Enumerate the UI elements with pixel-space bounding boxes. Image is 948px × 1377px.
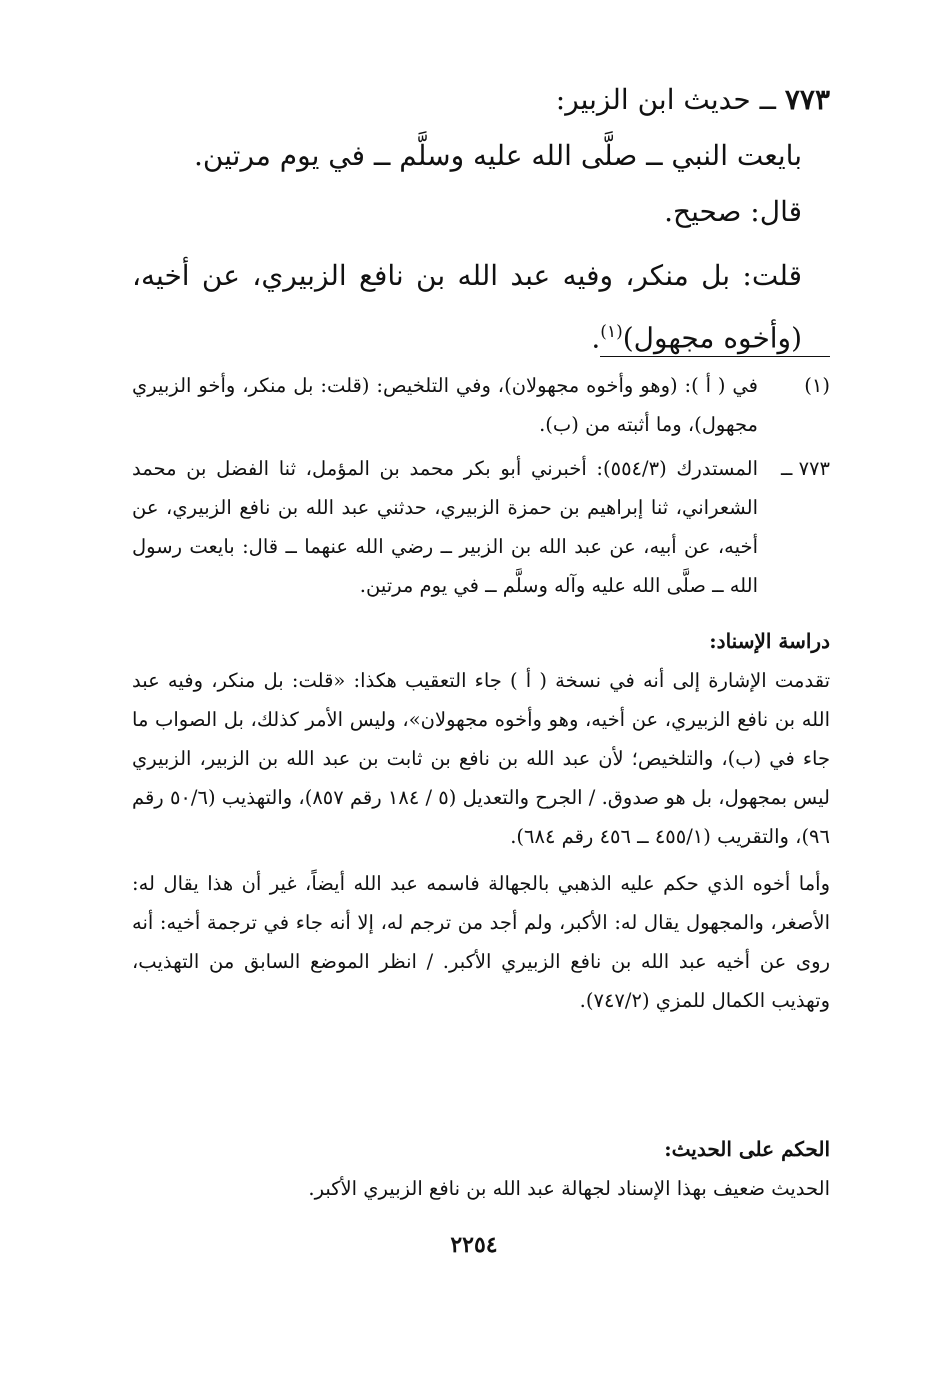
isnad-paragraph-1: تقدمت الإشارة إلى أنه في نسخة ( أ ) جاء التعقيب هكذا: «قلت: بل منكر، وفيه عبد الله بن نافع الزبيري، عن أخيه، وهو وأخوه مجهولان»، وليس الأمر كذلك، بل الصواب ما جاء في (ب)، والتلخيص؛ لأن عبد الله بن نافع بن ثابت بن عبد الله بن الزبير، الزبيري ليس بمجهول، بل هو صدوق. / الجرح والتعديل (٥ / ١٨٤ رقم ٨٥٧)، والتهذيب (٥٠/٦ رقم ٩٦)، والتقريب (٤٥٥/١ ــ ٤٥٦ رقم ٦٨٤). — [132, 669, 830, 848]
footnote — [132, 366, 830, 444]
footnote-marker: (١) — [804, 374, 830, 397]
isnad-study — [132, 622, 830, 1020]
takhrij-text: المستدرك (٥٥٤/٣): أخبرني أبو بكر محمد بن المؤمل، ثنا الفضل بن محمد الشعراني، ثنا إبراهيم بن حمزة الزبيري، حدثني عبد الله بن نافع الزبيري، عن أخيه، عن أبيه، عن عبد الله بن الزبير ــ رضي الله عنهما ــ قال: بايعت رسول الله ــ صلَّى الله عليه وآله وسلَّم ــ في يوم مرتين. — [132, 457, 758, 597]
takhrij-section — [132, 449, 830, 605]
takhrij-number: ٧٧٣ ــ — [780, 457, 830, 480]
critic-comment-text: قلت: بل منكر، وفيه عبد الله بن نافع الزبيري، عن أخيه، (وأخوه مجهول) — [132, 259, 802, 355]
hadith-entry — [132, 72, 830, 366]
footnote-text: في ( أ ): (وهو وأخوه مجهولان)، وفي التلخيص: (قلت: بل منكر، وأخو الزبيري مجهول)، وما أثبته من (ب). — [132, 374, 758, 436]
critic-comment — [132, 248, 830, 366]
verdict-section — [132, 1130, 830, 1208]
isnad-heading: دراسة الإسناد: — [709, 629, 830, 653]
footnote-divider — [600, 356, 830, 357]
page-number: ٢٢٥٤ — [450, 1232, 498, 1258]
critic-comment-end: . — [591, 321, 601, 355]
hadith-text: بايعت النبي ــ صلَّى الله عليه وسلَّم ــ في يوم مرتين. — [193, 139, 802, 172]
isnad-paragraph-2: وأما أخوه الذي حكم عليه الذهبي بالجهالة فاسمه عبد الله أيضاً، غير أن هذا يقال له: الأصغر، والمجهول يقال له: الأكبر، ولم أجد من ترجم له، إلا أنه جاء في ترجمة أخيه: أنه روى عن أخيه عبد الله بن نافع الزبيري الأكبر. / انظر الموضع السابق من التهذيب، وتهذيب الكمال للمزي (٧٤٧/٢). — [132, 872, 830, 1012]
footnote-reference: (١) — [600, 322, 623, 342]
verdict-heading: الحكم على الحديث: — [664, 1137, 830, 1161]
entry-title-line — [132, 72, 830, 128]
entry-number: ٧٧٣ — [784, 83, 830, 116]
entry-title: ــ حديث ابن الزبير: — [555, 83, 776, 116]
verdict-text: الحديث ضعيف بهذا الإسناد لجهالة عبد الله بن نافع الزبيري الأكبر. — [308, 1177, 830, 1200]
grading-statement: قال: صحيح. — [664, 195, 802, 228]
